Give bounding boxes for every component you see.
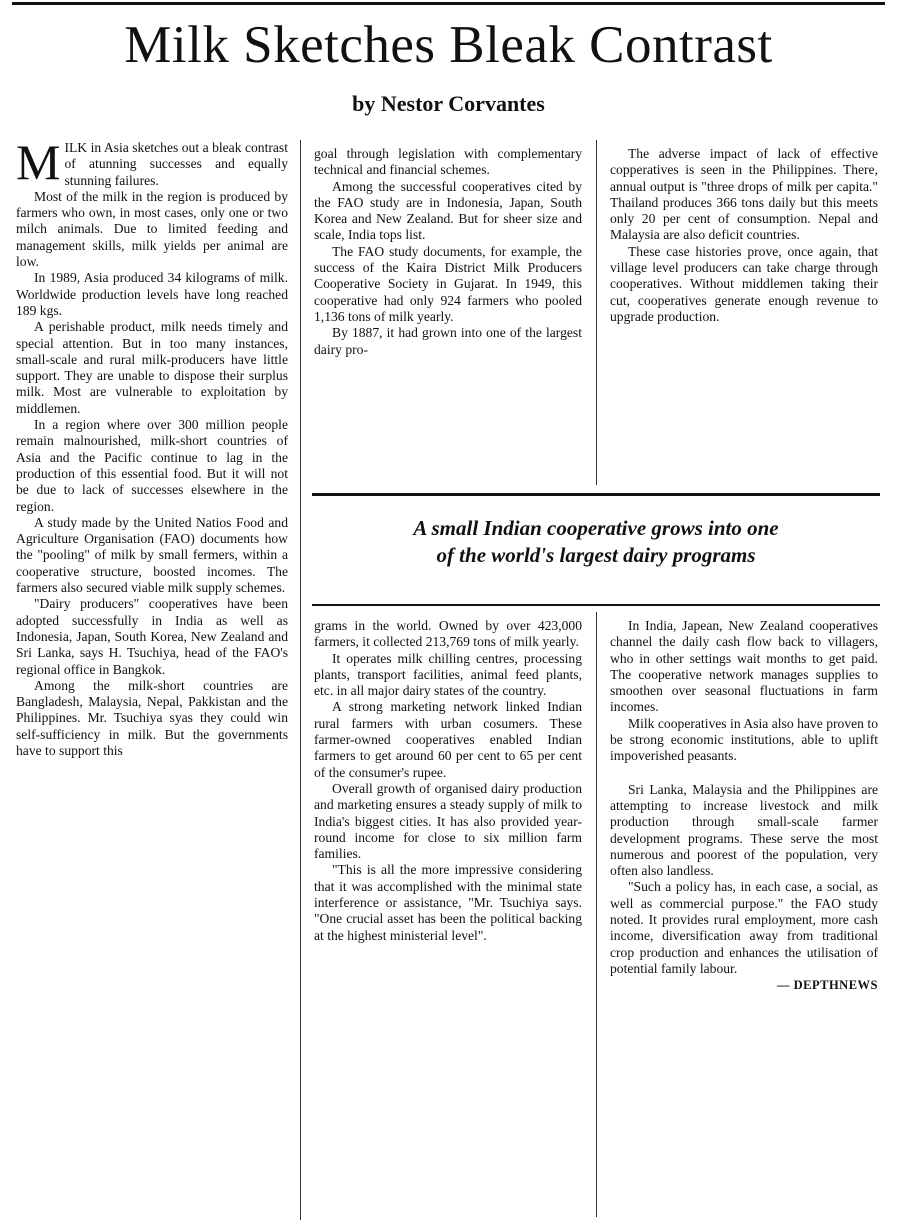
sidebar-column-3: [610, 618, 878, 1218]
sidebar-bottom-rule: [312, 604, 880, 606]
paragraph: Sri Lanka, Malaysia and the Philippines are attempting to increase livestock and milk production through small-scale farmer development programs. These serve the most numerous and poorest of the population, very often also landless.: [610, 781, 878, 879]
sidebar-title: [312, 515, 880, 569]
paragraph: Overall growth of organised dairy production and marketing ensures a steady supply of milk to India's biggest cities. It has also provided year-round income for close to six million farm families.: [314, 780, 582, 862]
paragraph-text: ILK in Asia sketches out a bleak contrast of atunning successes and equally stunning failures.: [64, 140, 288, 188]
column-rule: [596, 612, 597, 1217]
paragraph: The adverse impact of lack of effective copperatives is seen in the Philippines. There, annual output is "three drops of milk per capita." Thailand produces 366 tons daily but this meets only 20 per cent of consumption. Nepal and Malaysia are also deficit countries.: [610, 146, 878, 243]
drop-cap: M: [16, 140, 61, 190]
sidebar-column-2: [314, 618, 582, 1218]
paragraph: The FAO study documents, for example, the success of the Kaira District Milk Producers Cooperative Society in Gujarat. In 1949, this cooperative had only 924 farmers who pooled 1,136 tons of milk yearly.: [314, 243, 582, 324]
paragraph: Among the successful cooperatives cited by the FAO study are in Indonesia, Japan, South Korea and New Zealand. But for sheer size and scale, India tops list.: [314, 178, 582, 243]
paragraph: By 1887, it had grown into one of the largest dairy pro-: [314, 325, 582, 357]
paragraph: A perishable product, milk needs timely and special attention. But in too many instances, small-scale and rural milk-producers have little support. They are unable to dispose their surplus milk. Most are vulnerable to exploitation by middlemen.: [16, 319, 288, 416]
column-rule: [596, 140, 597, 485]
paragraph: A study made by the United Natios Food and Agriculture Organisation (FAO) documents how the "pooling" of milk by small fermers, within a cooperative structure, boosted incomes. The farmers also secured viable milk supply schemes.: [16, 514, 288, 596]
article-column-1: [16, 140, 288, 1220]
paragraph: Among the milk-short countries are Bangladesh, Malaysia, Nepal, Pakkistan and the Philippines. Mr. Tsuchiya syas they could win self-sufficiency in milk. But the governments have to support this: [16, 677, 288, 758]
paragraph: Most of the milk in the region is produced by farmers who own, in most cases, only one or two milch animals. Due to limited feeding and management skills, milk yields per animal are low.: [16, 188, 288, 270]
article-column-2: [314, 146, 582, 486]
byline: by Nestor Corvantes: [352, 91, 545, 116]
paragraph: In a region where over 300 million people remain malnourished, milk-short countries of Asia and the Pacific continue to lag in the production of this essential food. But it will not be due to lack of successes elsewhere in the region.: [16, 417, 288, 514]
paragraph: Milk cooperatives in Asia also have proven to be strong economic institutions, able to uplift impoverished peasants.: [610, 715, 878, 764]
paragraph: "This is all the more impressive considering that it was accomplished with the minimal state interference or assistance, "Mr. Tsuchiya says. "One crucial asset has been the political backing at the highest ministerial level".: [314, 862, 582, 943]
paragraph: In India, Japean, New Zealand cooperatives channel the daily cash flow back to villagers, who in other settings wait months to get paid. The cooperative network manages supplies to smoothen over seasonal fluctuations in farm incomes.: [610, 618, 878, 715]
sidebar-title-line-1: A small Indian cooperative grows into one: [413, 516, 779, 540]
top-rule: [12, 2, 885, 5]
sidebar-top-rule: [312, 493, 880, 496]
paragraph: [16, 140, 288, 189]
paragraph: A strong marketing network linked Indian rural farmers with urban cosumers. These farmer-owned cooperatives enabled Indian farmers to get around 60 per cent to 65 per cent of the consumer's rupee.: [314, 699, 582, 780]
paragraph: It operates milk chilling centres, processing plants, transport facilities, animal feed plants, etc. in all major dairy states of the country.: [314, 650, 582, 699]
paragraph: goal through legislation with complementary technical and financial schemes.: [314, 146, 582, 178]
paragraph: In 1989, Asia produced 34 kilograms of milk. Worldwide production levels have long reached 189 kgs.: [16, 270, 288, 318]
column-rule: [300, 140, 301, 1220]
article-column-3: [610, 146, 878, 486]
paragraph: "Such a policy has, in each case, a social, as well as commercial purpose." the FAO study noted. It provides rural employment, more cash income, diversification away from traditional crop production and enhances the utilisation of potential family labour.: [610, 879, 878, 976]
paragraph: These case histories prove, once again, that village level producers can take charge through cooperatives. Without middlemen taking their cut, cooperatives generate enough revenue to upgrade production.: [610, 243, 878, 324]
sidebar-title-line-2: of the world's largest dairy programs: [436, 543, 756, 567]
paragraph: grams in the world. Owned by over 423,000 farmers, it collected 213,769 tons of milk yearly.: [314, 618, 582, 650]
headline: Milk Sketches Bleak Contrast: [124, 16, 773, 74]
dateline: — DEPTHNEWS: [776, 978, 878, 993]
paragraph: "Dairy producers" cooperatives have been adopted successfully in India as well as Indonesia, Japan, South Korea, New Zealand and Sri Lanka, says H. Tsuchiya, head of the FAO's regional office in Bangkok.: [16, 596, 288, 677]
